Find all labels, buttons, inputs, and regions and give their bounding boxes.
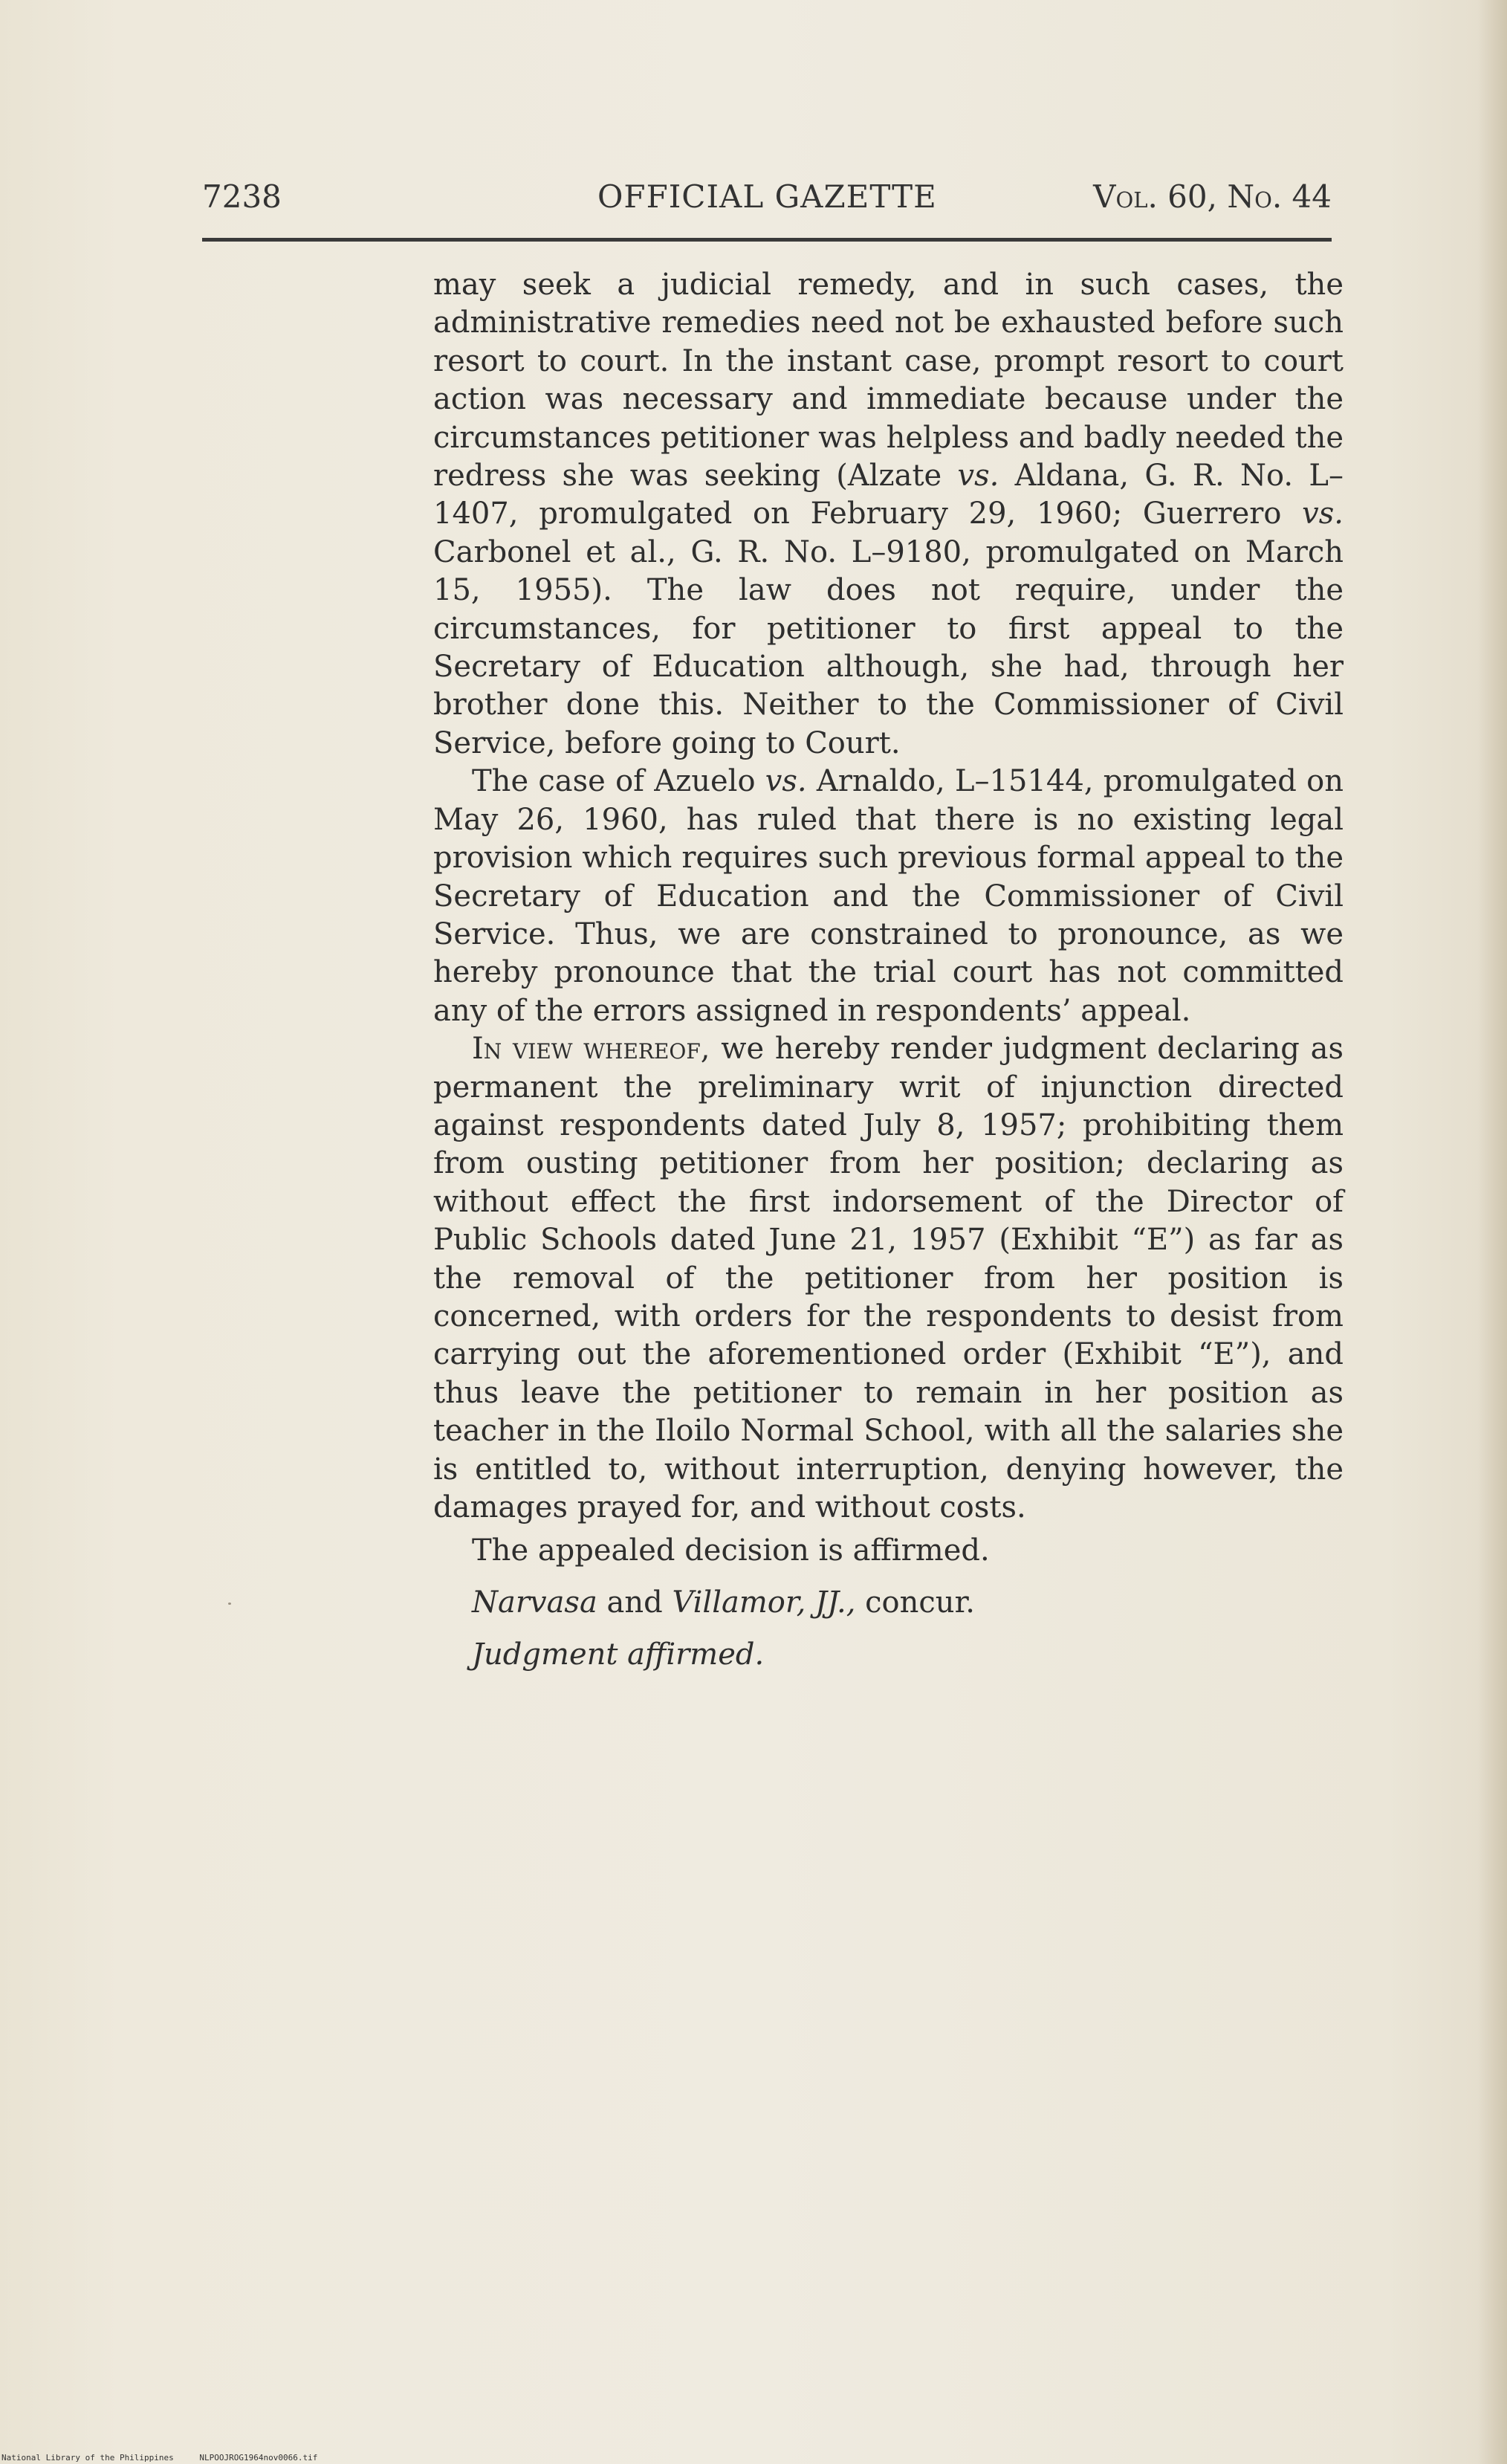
paragraph-1: may seek a judicial remedy, and in such cases, the administrative remedies need not be exhausted before such resort to court. In the instant case, prompt resort to court action was necessary and immediate because under the circumstances petitioner was helpless and badly needed the redress she was seeking (Alzate vs. Aldana, G. R. No. L–1407, promulgated on February 29, 1960; Guerrero vs. Carbonel et al., G. R. No. L–9180, promulgated on March 15, 1955). The law does not require, under the circumstances, for petitioner to first appeal to the Secretary of Education although, she had, through her brother done this. Neither to the Commissioner of Civil Service, before going to Court. [433,268,1344,760]
file-name: NLPOOJROG1964nov0066.tif [199,2453,318,2463]
dispositive-lead: In view whereof, [472,1032,710,1067]
volume-number: Vol. 60, No. 44 [1093,178,1332,215]
publication-title: OFFICIAL GAZETTE [597,178,937,215]
paper-speck [228,1603,231,1605]
concurrence-line: Narvasa and Villamor, JJ., concur. [472,1585,976,1620]
library-credit: National Library of the Philippines [1,2453,174,2463]
main-text [433,266,1344,1527]
running-header [202,178,1332,223]
paragraph-2: The case of Azuelo vs. Arnaldo, L–15144, promulgated on May 26, 1960, has ruled that there is no existing legal provision which requires such previous formal appeal to the Secretary of Education and the Commissioner of Civil Service. Thus, we are constrained to pronounce, as we hereby pronounce that the trial court has not committed any of the errors assigned in respondents’ appeal. [433,764,1344,1028]
paragraph-3: In view whereof, we hereby render judgment declaring as permanent the preliminary writ of injunction directed against respondents dated July 8, 1957; prohibiting them from ousting petitioner from her position; declaring as without effect the first indorsement of the Director of Public Schools dated June 21, 1957 (Exhibit “E”) as far as the removal of the petitioner from her position is concerned, with orders for the respondents to desist from carrying out the aforementioned order (Exhibit “E”), and thus leave the petitioner to remain in her position as teacher in the Iloilo Normal School, with all the salaries she is entitled to, without interruption, denying however, the damages prayed for, and without costs. [433,1032,1344,1524]
closing-lines [433,1533,1344,1689]
page-edge-shadow [1477,0,1507,2464]
page-number: 7238 [202,178,282,215]
scan-footer [1,2453,338,2463]
judgment-line: Judgment affirmed. [472,1637,765,1672]
affirmed-line: The appealed decision is affirmed. [472,1533,990,1568]
header-rule [202,238,1332,242]
